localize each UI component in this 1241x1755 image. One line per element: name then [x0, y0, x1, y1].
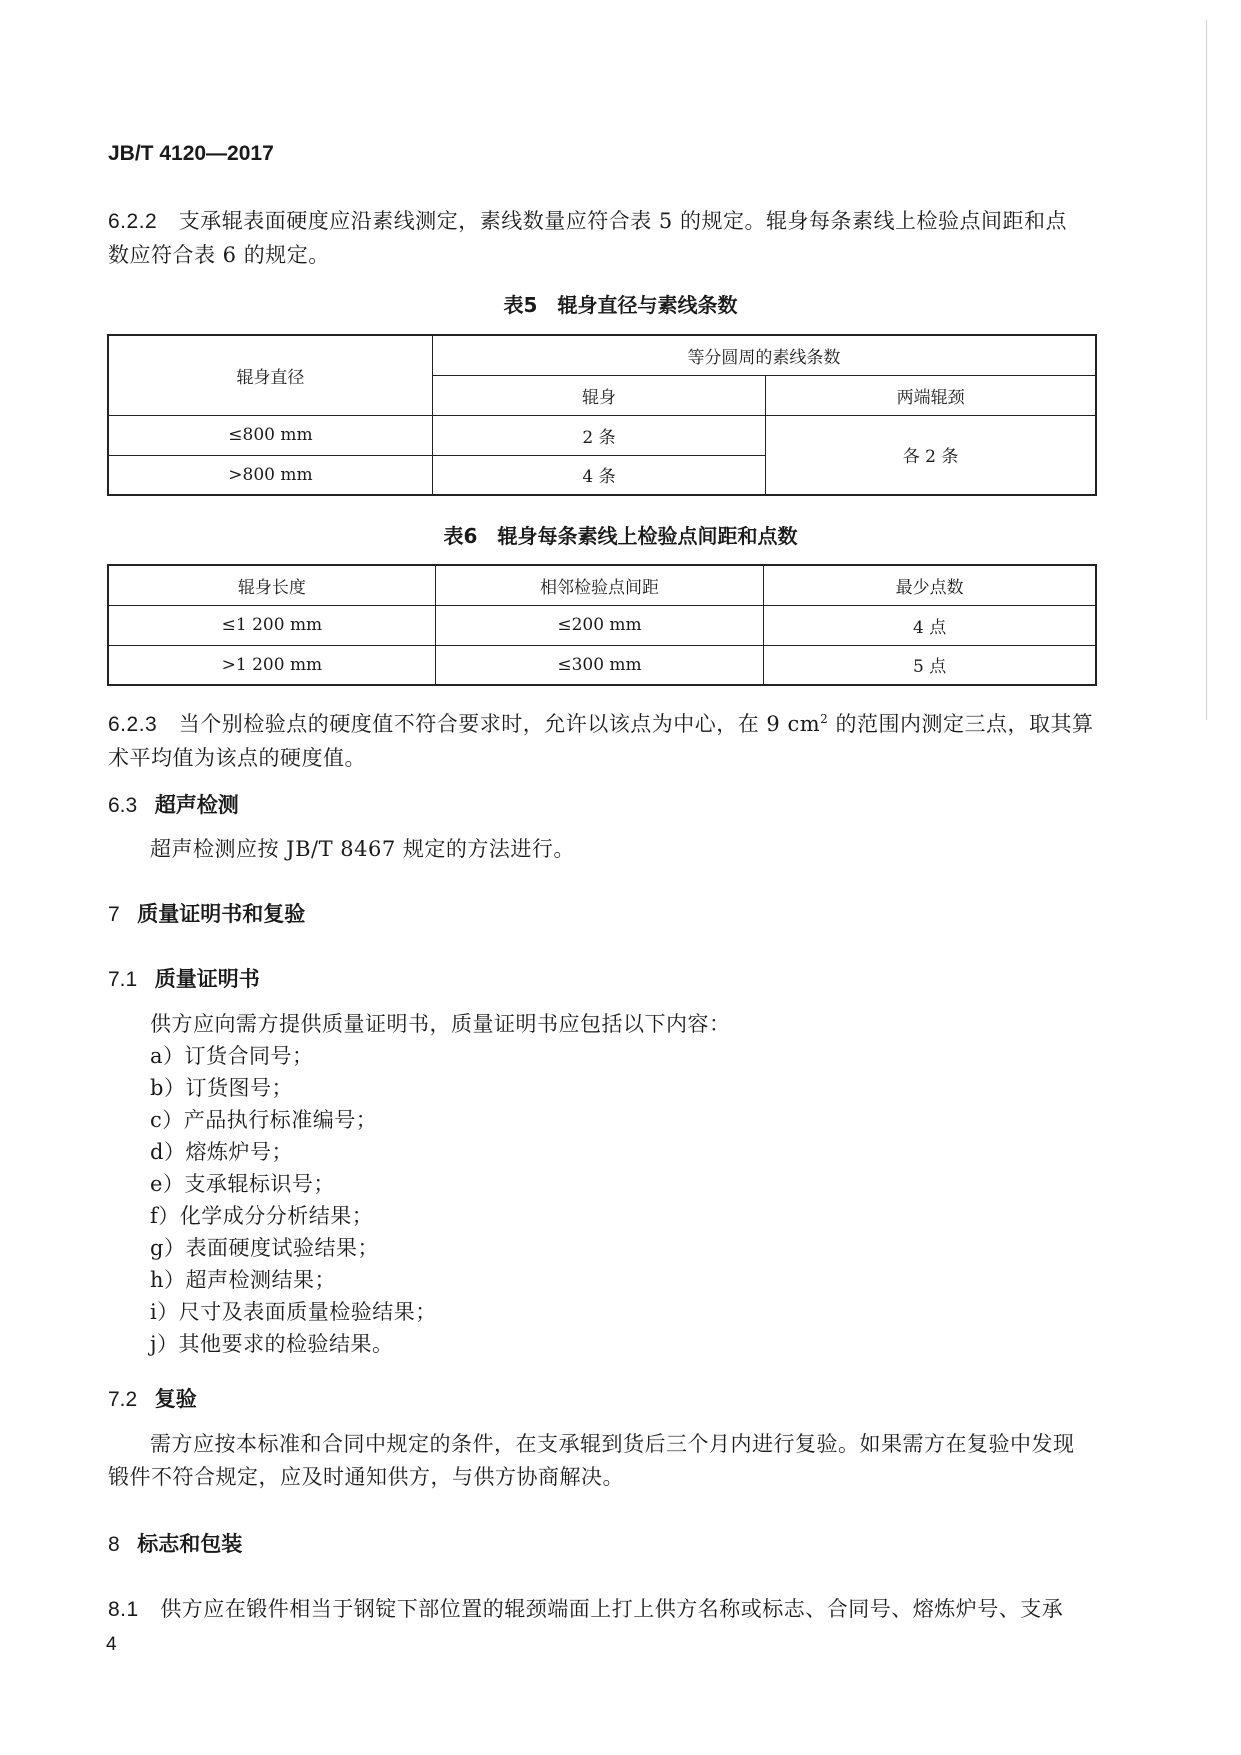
list-item: d）熔炼炉号；: [150, 1140, 293, 1164]
section-8-heading: [108, 1528, 242, 1558]
section-6-3-text: 超声检测应按 JB/T 8467 规定的方法进行。: [150, 837, 575, 861]
table5-header-body: 辊身: [432, 375, 765, 415]
clause-text-line: 的范围内测定三点，取其算: [828, 712, 1094, 736]
section-title: 质量证明书和复验: [137, 903, 306, 926]
table6-cell: ≤300 mm: [435, 645, 763, 685]
clause-text-line: 支承辊表面硬度应沿素线测定，素线数量应符合表 5 的规定。辊身每条素线上检验点间距和点: [178, 209, 1067, 233]
section-6-3-heading: [108, 789, 239, 819]
section-title: 质量证明书: [154, 968, 260, 991]
list-item: c）产品执行标准编号；: [150, 1108, 378, 1132]
table5-cell: ≤800 mm: [108, 415, 432, 455]
table6-header: 最少点数: [764, 565, 1096, 605]
table5-cell: 2 条: [432, 415, 765, 455]
clause-8-1: [108, 1593, 1063, 1623]
clause-number: 6.2.2: [108, 210, 158, 233]
table5-caption: 表5 辊身直径与素线条数: [503, 293, 738, 317]
section-7-1-heading: [108, 963, 260, 993]
table5-cell: 4 条: [432, 455, 765, 495]
list-item: b）订货图号；: [150, 1076, 293, 1100]
section-number: 7.1: [108, 968, 138, 991]
list-item: g）表面硬度试验结果；: [150, 1236, 379, 1260]
section-title: 标志和包装: [137, 1533, 243, 1556]
clause-text-line: 供方应在锻件相当于钢锭下部位置的辊颈端面上打上供方名称或标志、合同号、熔炼炉号、支承: [160, 1597, 1064, 1621]
clause-6-2-2: [108, 205, 1067, 235]
clause-text-line: 当个别检验点的硬度值不符合要求时，允许以该点为中心，在 9 cm: [178, 712, 821, 736]
list-item: a）订货合同号；: [150, 1044, 314, 1068]
clause-number: 6.2.3: [108, 713, 158, 736]
table5-header-diameter: 辊身直径: [108, 335, 432, 415]
page-number: 4: [106, 1634, 117, 1655]
table5-header-group: 等分圆周的素线条数: [432, 335, 1096, 375]
table6-caption: 表6 辊身每条素线上检验点间距和点数: [443, 524, 798, 548]
section-title: 复验: [154, 1388, 197, 1411]
table6-cell: ≤1 200 mm: [108, 605, 435, 645]
section-7-2-line1: 需方应按本标准和合同中规定的条件，在支承辊到货后三个月内进行复验。如果需方在复验中发现: [150, 1432, 1075, 1456]
section-number: 8: [108, 1533, 120, 1556]
clause-6-2-3-line2: 术平均值为该点的硬度值。: [108, 746, 366, 770]
table6-header: 相邻检验点间距: [435, 565, 763, 605]
clause-6-2-3: [108, 708, 1093, 738]
table5: [107, 334, 1097, 496]
section-7-2-line2: 锻件不符合规定，应及时通知供方，与供方协商解决。: [108, 1465, 624, 1489]
scan-edge-line: [1206, 20, 1207, 720]
superscript: 2: [820, 712, 829, 726]
section-7-heading: [108, 898, 305, 928]
standard-code-header: JB/T 4120—2017: [108, 142, 274, 165]
table5-header-neck: 两端辊颈: [766, 375, 1096, 415]
clause-6-2-2-line2: 数应符合表 6 的规定。: [108, 243, 330, 267]
section-number: 7: [108, 903, 120, 926]
section-title: 超声检测: [154, 794, 239, 817]
list-item: j）其他要求的检验结果。: [150, 1332, 394, 1356]
table6-cell: >1 200 mm: [108, 645, 435, 685]
table6-cell: 4 点: [764, 605, 1096, 645]
list-item: h）超声检测结果；: [150, 1268, 337, 1292]
list-item: i）尺寸及表面质量检验结果；: [150, 1300, 437, 1324]
section-number: 6.3: [108, 794, 138, 817]
table5-cell: >800 mm: [108, 455, 432, 495]
table6-header: 辊身长度: [108, 565, 435, 605]
list-item: f）化学成分分析结果；: [150, 1204, 374, 1228]
list-item: e）支承辊标识号；: [150, 1172, 335, 1196]
table6: [107, 564, 1097, 686]
table5-neck-value: 各 2 条: [766, 415, 1096, 495]
table6-cell: 5 点: [764, 645, 1096, 685]
section-7-1-intro: 供方应向需方提供质量证明书，质量证明书应包括以下内容：: [150, 1012, 731, 1036]
section-number: 7.2: [108, 1388, 138, 1411]
section-7-2-heading: [108, 1383, 197, 1413]
table6-cell: ≤200 mm: [435, 605, 763, 645]
clause-number: 8.1: [108, 1598, 139, 1621]
